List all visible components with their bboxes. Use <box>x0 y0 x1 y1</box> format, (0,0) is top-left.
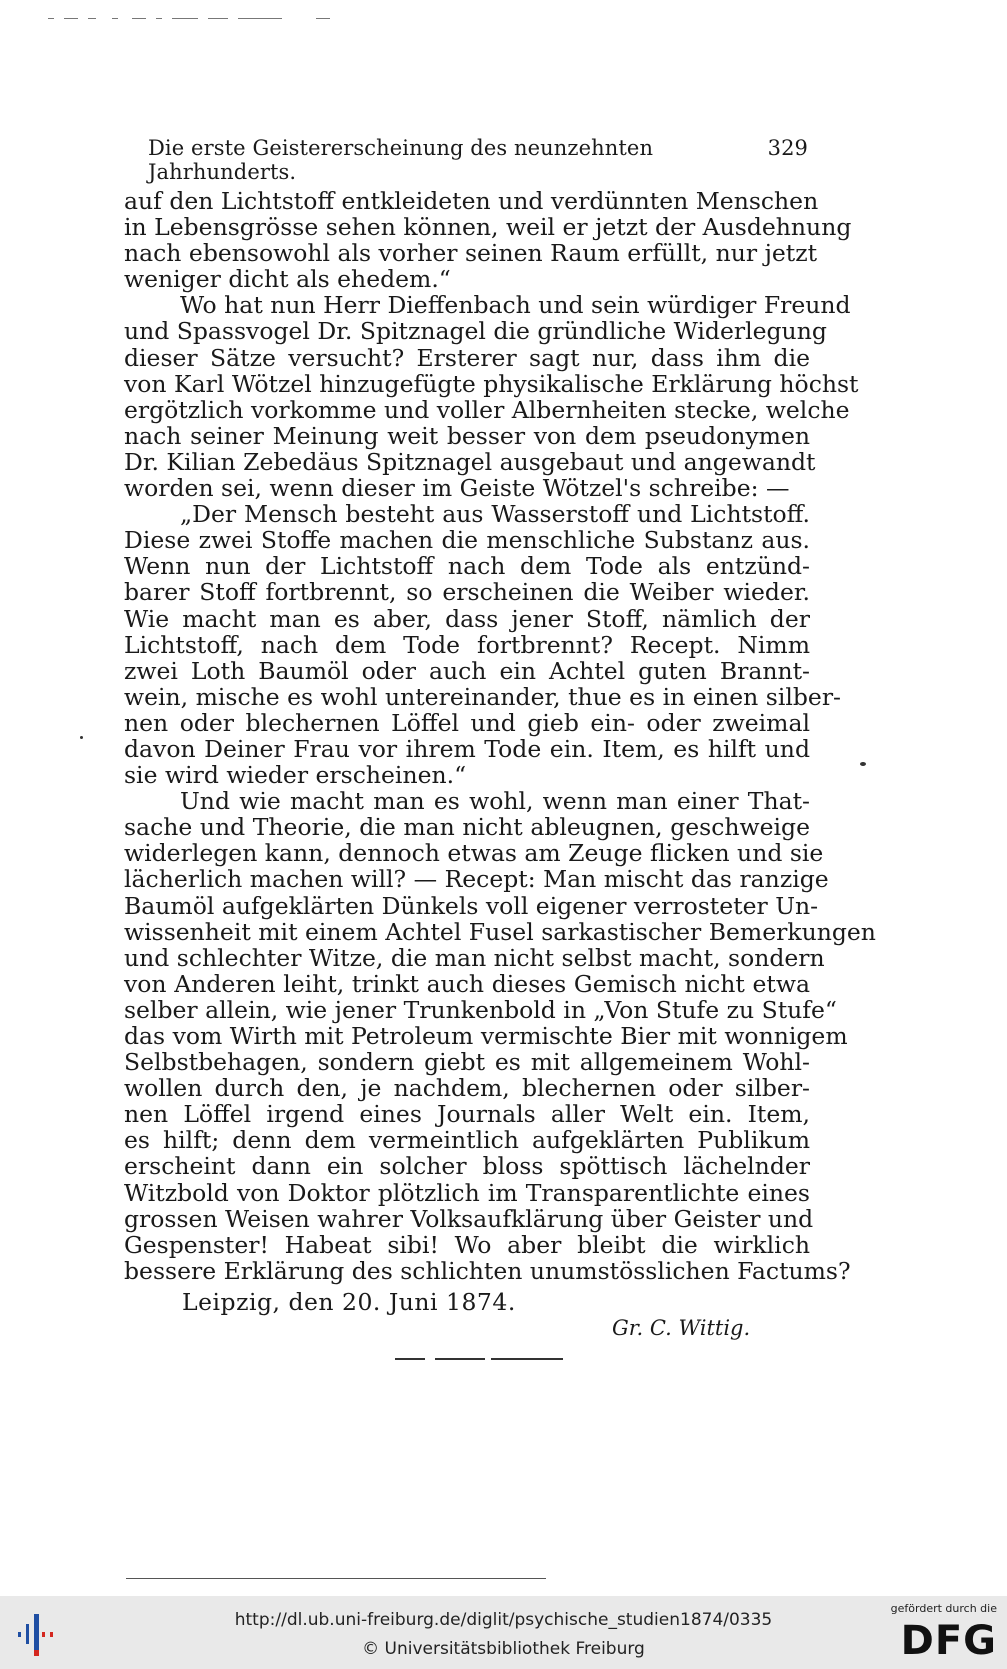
text-line: Wenn nun der Lichtstoff nach dem Tode als entzünd- <box>124 552 810 581</box>
text-line: Wie macht man es aber, dass jener Stoff, nämlich der <box>124 604 810 633</box>
text-line: nach seiner Meinung weit besser von dem pseudonymen <box>124 421 810 450</box>
text-line: in Lebensgrösse sehen können, weil er jetzt der Ausdehnung <box>124 213 852 242</box>
text-line: Dr. Kilian Zebedäus Spitznagel ausgebaut und angewandt <box>124 447 816 476</box>
text-line: nach ebensowohl als vorher seinen Raum erfüllt, nur jetzt <box>124 239 818 268</box>
text-line: von Anderen leiht, trinkt auch dieses Gemisch nicht etwa <box>124 969 810 998</box>
text-line: Selbstbehagen, sondern giebt es mit allgemeinem Wohl- <box>124 1048 810 1077</box>
text-line: lächerlich machen will? — Recept: Man mischt das ranzige <box>124 865 829 894</box>
running-head-title: Die erste Geistererscheinung des neunzehnten Jahrhunderts. <box>148 136 654 184</box>
text-line: wissenheit mit einem Achtel Fusel sarkastischer Bemerkungen <box>124 917 876 946</box>
text-line: weniger dicht als ehedem.“ <box>124 265 451 294</box>
text-line: und schlechter Witze, die man nicht selbst macht, sondern <box>124 943 825 972</box>
text-line: Diese zwei Stoffe machen die menschliche Substanz aus. <box>124 526 810 555</box>
text-line: „Der Mensch besteht aus Wasserstoff und Lichtstoff. <box>180 500 810 529</box>
text-line: und Spassvogel Dr. Spitznagel die gründliche Widerlegung <box>124 317 827 346</box>
dfg-tagline: gefördert durch die <box>890 1602 997 1615</box>
text-line: nen oder blechernen Löffel und gieb ein- oder zweimal <box>124 708 810 737</box>
text-line: zwei Loth Baumöl oder auch ein Achtel guten Brannt- <box>124 656 810 685</box>
text-line: sie wird wieder erscheinen.“ <box>124 761 467 790</box>
scan-speck <box>860 762 866 766</box>
text-line: Gespenster! Habeat sibi! Wo aber bleibt die wirklich <box>124 1230 810 1259</box>
text-line: ergötzlich vorkomme und voller Albernheiten stecke, welche <box>124 395 850 424</box>
bottom-rule <box>126 1578 546 1579</box>
page-number: 329 <box>767 136 808 160</box>
paragraph <box>124 787 876 1285</box>
dfg-logo: DFG <box>900 1618 997 1664</box>
text-line: barer Stoff fortbrennt, so erscheinen die Weiber wieder. <box>124 578 810 607</box>
paragraph <box>124 500 842 790</box>
paragraph <box>124 291 859 503</box>
text-line: auf den Lichtstoff entkleideten und verdünnten Menschen <box>124 187 819 215</box>
scan-speck <box>80 736 83 739</box>
text-line: von Karl Wötzel hinzugefügte physikalische Erklärung höchst <box>124 369 859 398</box>
end-rule <box>395 1358 565 1360</box>
text-line: grossen Weisen wahrer Volksaufklärung über Geister und <box>124 1204 814 1233</box>
text-line: selber allein, wie jener Trunkenbold in „Von Stufe zu Stufe“ <box>124 995 837 1024</box>
text-line: widerlegen kann, dennoch etwas am Zeuge flicken und sie <box>124 839 824 868</box>
text-line: bessere Erklärung des schlichten unumstösslichen Factums? <box>124 1256 851 1285</box>
text-line: nen Löffel irgend eines Journals aller Welt ein. Item, <box>124 1100 810 1129</box>
text-line: wein, mische es wohl untereinander, thue es in einen silber- <box>124 682 842 711</box>
text-line: Lichtstoff, nach dem Tode fortbrennt? Recept. Nimm <box>124 630 810 659</box>
body-text <box>124 187 876 1285</box>
running-head <box>148 136 808 184</box>
text-line: Wo hat nun Herr Dieffenbach und sein würdiger Freund <box>180 291 851 320</box>
dateline: Leipzig, den 20. Juni 1874. <box>182 1288 516 1316</box>
footer-url[interactable]: http://dl.ub.uni-freiburg.de/diglit/psychische_studien1874/0335 <box>234 1610 773 1630</box>
paragraph <box>124 187 852 294</box>
text-line: worden sei, wenn dieser im Geiste Wötzel's schreibe: — <box>124 474 790 503</box>
text-line: wollen durch den, je nachdem, blechernen oder silber- <box>124 1074 810 1103</box>
text-line: das vom Wirth mit Petroleum vermischte Bier mit wonnigem <box>124 1022 848 1050</box>
text-line: erscheint dann ein solcher bloss spöttisch lächelnder <box>124 1152 810 1181</box>
footer-bar <box>0 1596 1007 1669</box>
footer-copyright: © Universitätsbibliothek Freiburg <box>362 1639 645 1659</box>
text-line: dieser Sätze versucht? Ersterer sagt nur, dass ihm die <box>124 343 810 372</box>
text-line: es hilft; denn dem vermeintlich aufgeklärten Publikum <box>124 1126 810 1155</box>
text-line: sache und Theorie, die man nicht ableugnen, geschweige <box>124 813 810 842</box>
text-line: Und wie macht man es wohl, wenn man einer That- <box>180 787 810 816</box>
text-line: davon Deiner Frau vor ihrem Tode ein. Item, es hilft und <box>124 734 810 763</box>
text-line: Baumöl aufgeklärten Dünkels voll eigener verrosteter Un- <box>124 891 819 920</box>
scan-marks <box>48 18 368 22</box>
text-line: Witzbold von Doktor plötzlich im Transparentlichte eines <box>124 1178 810 1207</box>
signature: Gr. C. Wittig. <box>612 1316 751 1340</box>
